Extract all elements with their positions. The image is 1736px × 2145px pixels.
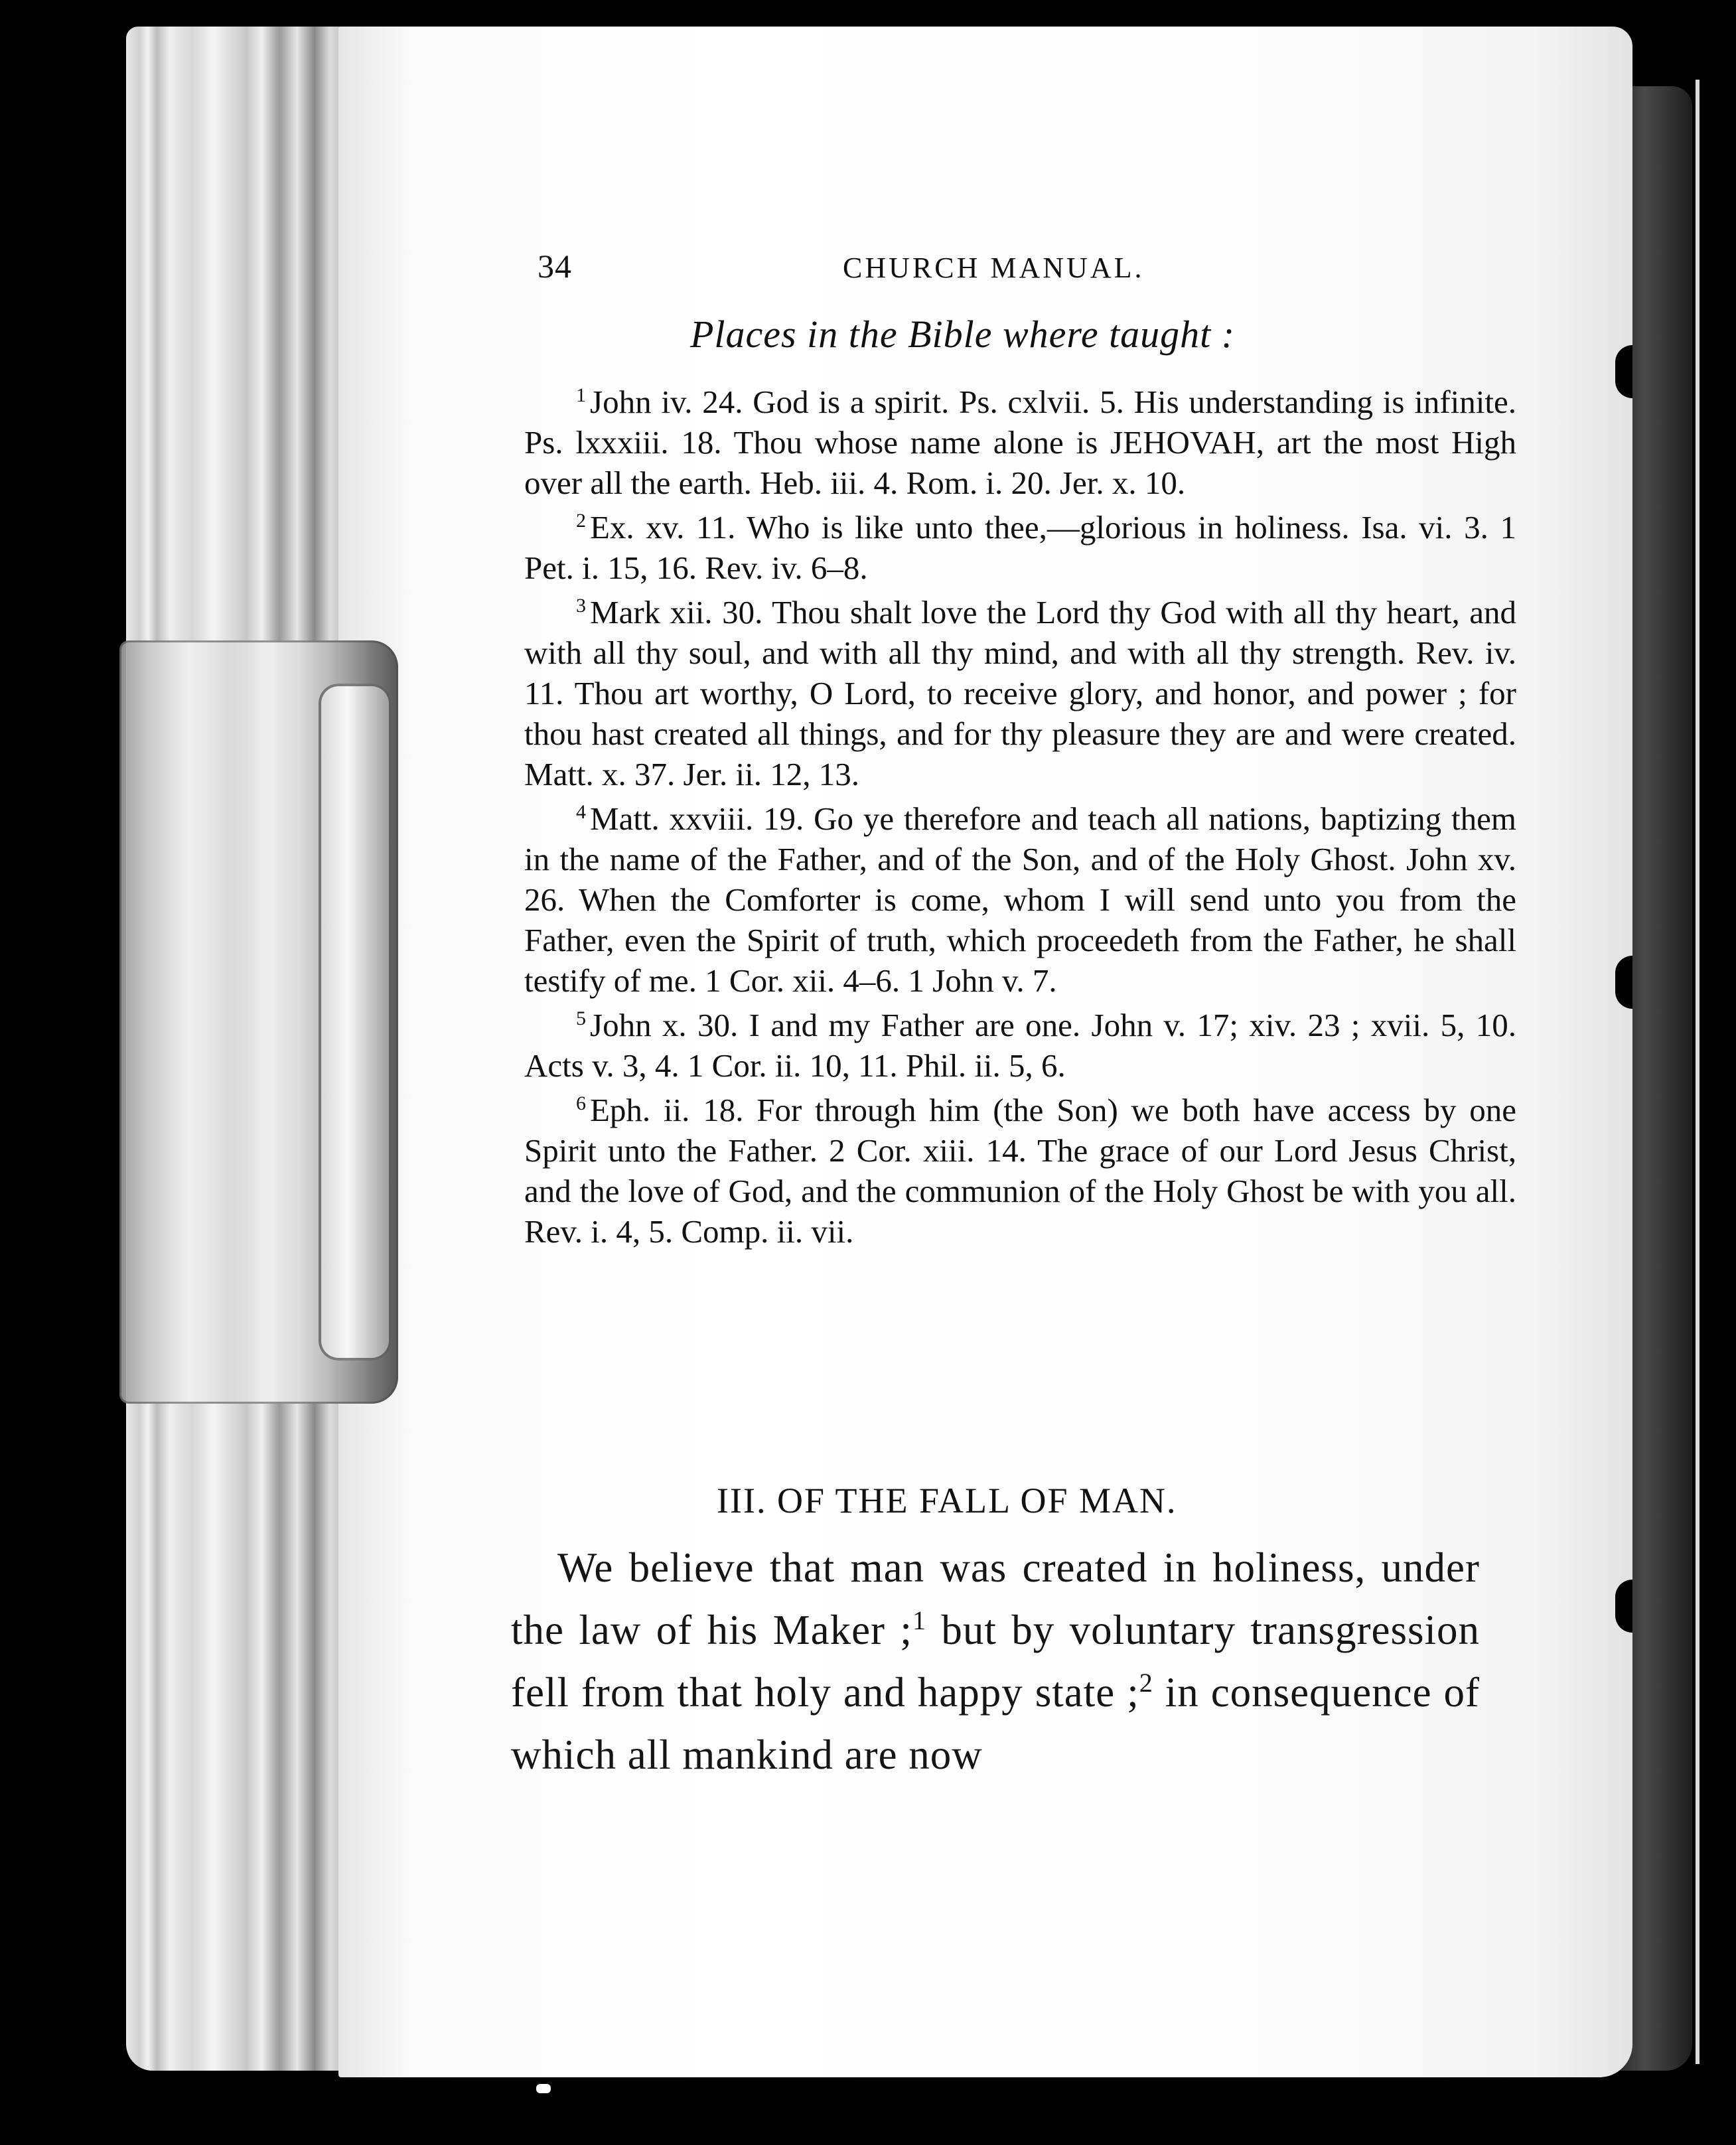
reference-list: [524, 382, 1516, 1256]
running-header: CHURCH MANUAL.: [843, 252, 1145, 284]
reference-text: Matt. xxviii. 19. Go ye therefore and teach all nations, baptizing them in the name of the Father, and of the Son, and of the Holy Ghost. John xv. 26. When the Comforter is come, whom I will send unto you from the Father, even the Spirit of truth, which proceedeth from the Father, he shall testify of me. 1 Cor. xii. 4–6. 1 John v. 7.: [524, 800, 1516, 999]
running-head: [538, 247, 1254, 293]
book-clasp-tab: [319, 684, 392, 1361]
page-notch: [1615, 1580, 1632, 1633]
reference-text: Ex. xv. 11. Who is like unto thee,—glorious in holiness. Isa. vi. 3. 1 Pet. i. 15, 16. Rev. iv. 6–8.: [524, 509, 1516, 586]
body-text-part: in consequence of which all mankind are now: [511, 1669, 1481, 1778]
page-notch: [1615, 956, 1632, 1009]
reference-text: Mark xii. 30. Thou shalt love the Lord thy God with all thy heart, and with all thy soul, and with all thy mind, and with all thy strength. Rev. iv. 11. Thou art worthy, O Lord, to receive glory, and honor, and power ; for thou hast created all things, and for thy pleasure they are and were created. Matt. x. 37. Jer. ii. 12, 13.: [524, 594, 1516, 792]
chapter-body: [511, 1536, 1480, 1786]
footnote-marker: 2: [1139, 1668, 1153, 1698]
reference-marker: 5: [576, 1007, 586, 1029]
reference-item: [524, 382, 1516, 503]
chapter-heading: III. OF THE FALL OF MAN.: [717, 1481, 1177, 1520]
reference-item: [524, 592, 1516, 794]
footnote-marker: 1: [912, 1605, 926, 1635]
reference-marker: 3: [576, 594, 586, 617]
reference-text: John iv. 24. God is a spirit. Ps. cxlvii. 5. His understanding is infinite. Ps. lxxxiii. 18. Thou whose name alone is JEHOVAH, art the most High over all the earth. Heb. iii. 4. Rom. i. 20. Jer. x. 10.: [524, 384, 1516, 501]
page-notch: [1615, 345, 1632, 398]
reference-marker: 4: [576, 800, 586, 823]
body-text-part: We believe that man was created in holiness, under the law of his Maker ;: [511, 1544, 1480, 1653]
reference-text: John x. 30. I and my Father are one. John v. 17; xiv. 23 ; xvii. 5, 10. Acts v. 3, 4. 1 Cor. ii. 10, 11. Phil. ii. 5, 6.: [524, 1007, 1516, 1084]
scan-speck: [536, 2084, 551, 2093]
reference-marker: 2: [576, 509, 586, 532]
reference-marker: 6: [576, 1092, 586, 1114]
reference-marker: 1: [576, 384, 586, 406]
reference-item: [524, 507, 1516, 588]
reference-text: Eph. ii. 18. For through him (the Son) we both have access by one Spirit unto the Father. 2 Cor. xiii. 14. The grace of our Lord Jesus Christ, and the love of God, and the communion of the Holy Ghost be with you all. Rev. i. 4, 5. Comp. ii. vii.: [524, 1092, 1516, 1250]
page-number: 34: [538, 248, 572, 285]
reference-item: [524, 798, 1516, 1001]
section-title: Places in the Bible where taught :: [690, 313, 1236, 356]
scan-frame-line: [1696, 80, 1700, 2064]
reference-item: [524, 1090, 1516, 1252]
body-text-part: but by voluntary transgression fell from that holy and happy state ;: [511, 1607, 1480, 1716]
reference-item: [524, 1005, 1516, 1086]
